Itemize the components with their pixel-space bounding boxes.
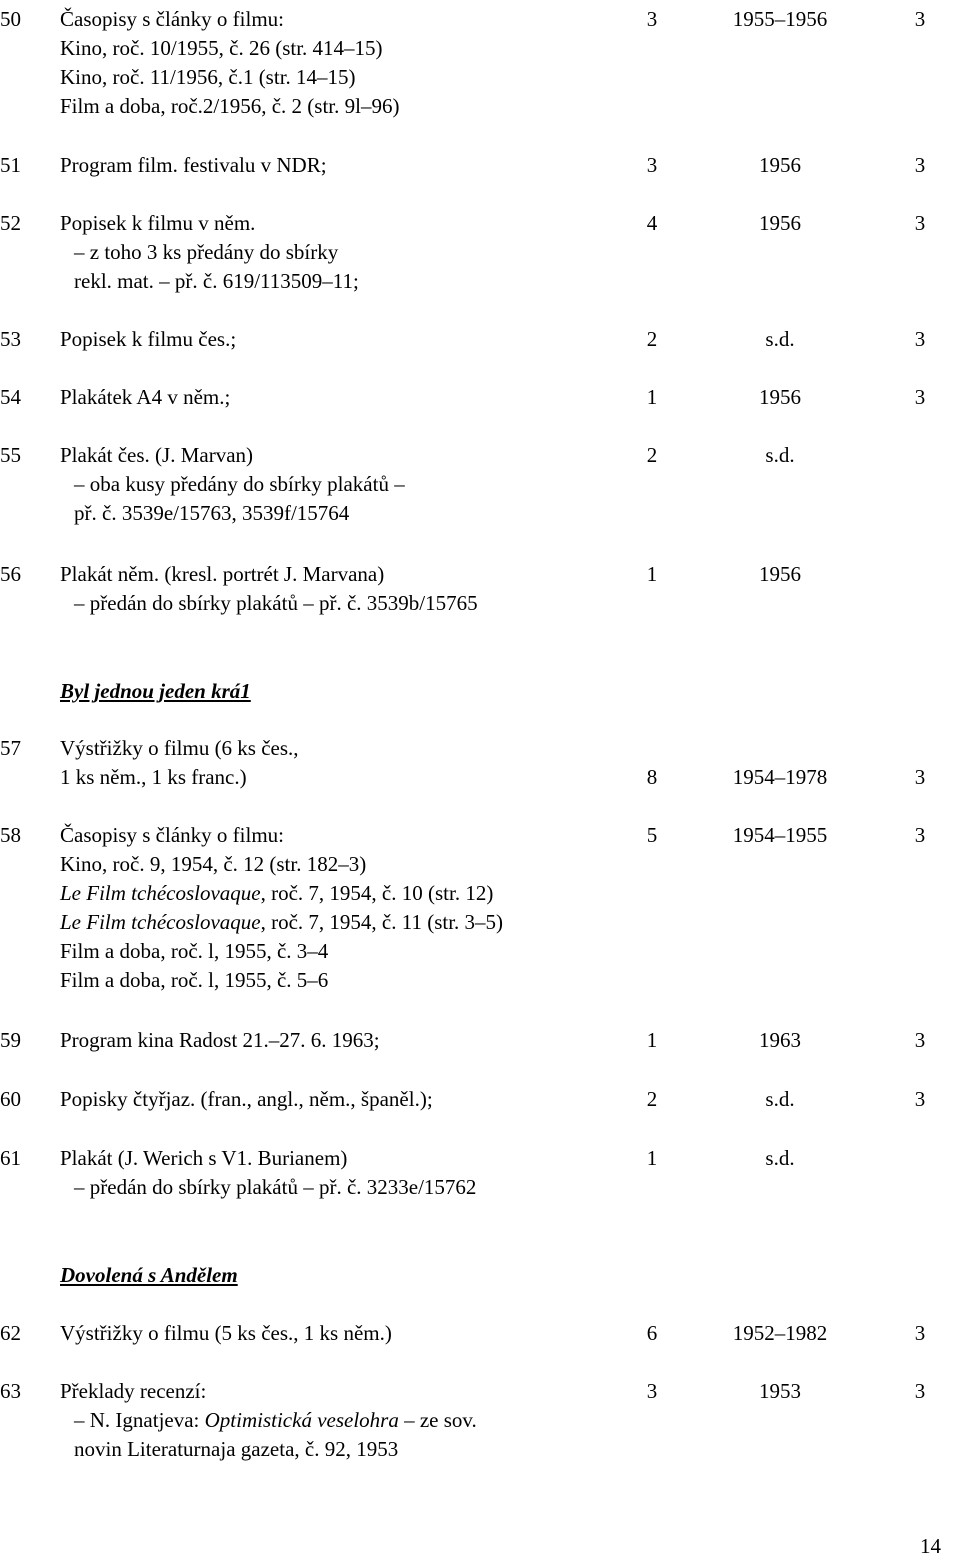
entry-years: s.d.: [765, 1087, 795, 1111]
description-line: Kino, roč. 9, 1954, č. 12 (str. 182–3): [60, 852, 367, 876]
description-line: Program film. festivalu v NDR;: [60, 153, 327, 177]
description-line: Popisek k filmu čes.;: [60, 327, 237, 351]
italic-title: Optimistická veselohra: [204, 1408, 399, 1432]
entry-count: 2: [646, 327, 658, 351]
entry-number: 57: [0, 736, 21, 760]
description-line: Popisky čtyřjaz. (fran., angl., něm., španěl.);: [60, 1087, 433, 1111]
entry-description: [60, 325, 640, 354]
entry-years: s.d.: [765, 443, 795, 467]
entry-box: 3: [914, 1321, 926, 1345]
entry-box: 3: [914, 1379, 926, 1403]
entry-description: [60, 1026, 640, 1055]
line-text: , roč. 7, 1954, č. 10 (str. 12): [260, 881, 494, 905]
description-line: – z toho 3 ks předány do sbírky: [74, 240, 339, 264]
entry-box: 3: [914, 385, 926, 409]
description-line: Film a doba, roč. l, 1955, č. 3–4: [60, 939, 329, 963]
description-line: Kino, roč. 10/1955, č. 26 (str. 414–15): [60, 36, 383, 60]
entry-number: 51: [0, 153, 21, 177]
description-line: Plakátek A4 v něm.;: [60, 385, 231, 409]
entry-count: 4: [646, 211, 658, 235]
entry-description: [60, 1085, 640, 1114]
entry-number: 52: [0, 211, 21, 235]
italic-title: Le Film tchécoslovaque: [60, 910, 261, 934]
description-line: Výstřižky o filmu (6 ks čes.,: [60, 736, 299, 760]
line-text: , roč. 7, 1954, č. 11 (str. 3–5): [260, 910, 504, 934]
description-line: – oba kusy předány do sbírky plakátů –: [74, 472, 405, 496]
entry-number: 61: [0, 1146, 21, 1170]
entry-description: [60, 441, 640, 528]
entry-number: 50: [0, 7, 21, 31]
line-text: – N. Ignatjeva:: [74, 1408, 205, 1432]
description-line: Program kina Radost 21.–27. 6. 1963;: [60, 1028, 380, 1052]
entry-description: [60, 560, 640, 618]
entry-description: [60, 209, 640, 296]
description-line: Časopisy s články o filmu:: [60, 7, 284, 31]
entry-description: [60, 5, 640, 121]
entry-box: 3: [914, 823, 926, 847]
entry-count: 8: [646, 765, 658, 789]
entry-count: 2: [646, 1087, 658, 1111]
description-line: Plakát čes. (J. Marvan): [60, 443, 254, 467]
entry-number: 60: [0, 1087, 21, 1111]
entry-number: 59: [0, 1028, 21, 1052]
description-line: Popisek k filmu v něm.: [60, 211, 256, 235]
entry-years: 1956: [759, 385, 801, 409]
description-line: Kino, roč. 11/1956, č.1 (str. 14–15): [60, 65, 356, 89]
description-line: – předán do sbírky plakátů – př. č. 3539b/15765: [74, 591, 478, 615]
entry-count: 6: [646, 1321, 658, 1345]
entry-years: 1956: [759, 153, 801, 177]
entry-number: 62: [0, 1321, 21, 1345]
entry-number: 54: [0, 385, 21, 409]
entry-box: 3: [914, 1087, 926, 1111]
description-line: 1 ks něm., 1 ks franc.): [60, 765, 247, 789]
description-line: Plakát něm. (kresl. portrét J. Marvana): [60, 562, 385, 586]
entry-count: 3: [646, 153, 658, 177]
entry-years: 1954–1978: [732, 765, 828, 789]
entry-years: 1953: [759, 1379, 801, 1403]
entry-box: 3: [914, 153, 926, 177]
description-line: Film a doba, roč.2/1956, č. 2 (str. 9l–96): [60, 94, 400, 118]
entry-description: [60, 383, 640, 412]
entry-box: 3: [914, 765, 926, 789]
entry-description: [60, 821, 640, 995]
description-line: Překlady recenzí:: [60, 1379, 207, 1403]
entry-box: 3: [914, 327, 926, 351]
entry-years: 1956: [759, 562, 801, 586]
entry-count: 5: [646, 823, 658, 847]
entry-years: s.d.: [765, 327, 795, 351]
entry-years: 1954–1955: [732, 823, 828, 847]
entry-box: 3: [914, 7, 926, 31]
entry-count: 1: [646, 562, 658, 586]
entry-number: 56: [0, 562, 21, 586]
description-line: Výstřižky o filmu (5 ks čes., 1 ks něm.): [60, 1321, 392, 1345]
italic-title: Le Film tchécoslovaque: [60, 881, 261, 905]
entry-count: 1: [646, 385, 658, 409]
entry-count: 3: [646, 7, 658, 31]
entry-count: 1: [646, 1028, 658, 1052]
line-text: – ze sov.: [398, 1408, 477, 1432]
description-line: [60, 879, 640, 908]
description-line: rekl. mat. – př. č. 619/113509–11;: [74, 269, 359, 293]
entry-count: 1: [646, 1146, 658, 1170]
description-line: novin Literaturnaja gazeta, č. 92, 1953: [74, 1437, 399, 1461]
section-heading-2: Dovolená s Andělem: [60, 1263, 238, 1287]
entry-description: [60, 1144, 640, 1202]
description-line: Časopisy s články o filmu:: [60, 823, 284, 847]
entry-description: [60, 1377, 640, 1464]
entry-count: 2: [646, 443, 658, 467]
entry-number: 63: [0, 1379, 21, 1403]
entry-box: 3: [914, 211, 926, 235]
entry-count: 3: [646, 1379, 658, 1403]
entry-description: [60, 1319, 640, 1348]
description-line: [60, 1406, 640, 1435]
section-heading-1: Byl jednou jeden krá1: [60, 679, 251, 703]
entry-number: 58: [0, 823, 21, 847]
entry-description: [60, 151, 640, 180]
page-number: 14: [920, 1534, 941, 1558]
description-line: Plakát (J. Werich s V1. Burianem): [60, 1146, 348, 1170]
description-line: př. č. 3539e/15763, 3539f/15764: [74, 501, 350, 525]
description-line: – předán do sbírky plakátů – př. č. 3233e/15762: [74, 1175, 477, 1199]
entry-years: 1963: [759, 1028, 801, 1052]
description-line: Film a doba, roč. l, 1955, č. 5–6: [60, 968, 329, 992]
entry-years: s.d.: [765, 1146, 795, 1170]
entry-years: 1952–1982: [732, 1321, 828, 1345]
entry-box: 3: [914, 1028, 926, 1052]
entry-years: 1955–1956: [732, 7, 828, 31]
entry-number: 53: [0, 327, 21, 351]
entry-years: 1956: [759, 211, 801, 235]
description-line: [60, 908, 640, 937]
entry-number: 55: [0, 443, 21, 467]
entry-description: [60, 734, 640, 792]
